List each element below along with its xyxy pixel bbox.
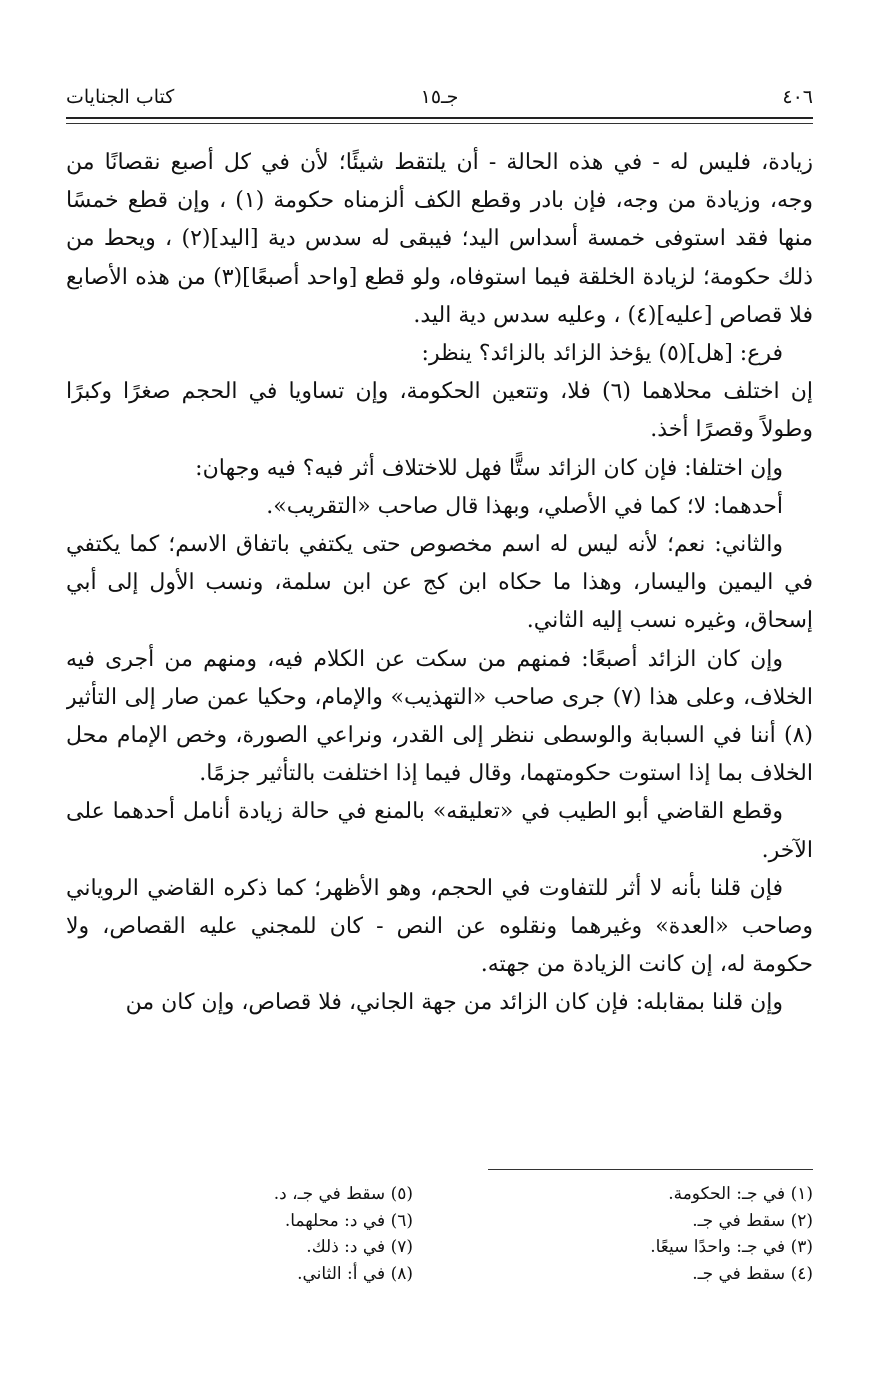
footnotes-left-column	[113, 1181, 413, 1287]
paragraph: وإن كان الزائد أصبعًا: فمنهم من سكت عن الكلام فيه، ومنهم من أجرى فيه الخلاف، وعلى هذا (٧) جرى صاحب «التهذيب» والإمام، وحكيا عمن صار إلى التأثير (٨) أننا في السبابة والوسطى ننظر إلى القدر، ونراعي الصورة، وخص الإمام محل الخلاف بما إذا استوت حكومتهما، وقال فيما إذا اختلفت بالتأثير جزمًا.	[66, 646, 813, 787]
footnote: (٨) في أ: الثاني.	[297, 1263, 413, 1284]
footnotes	[66, 1181, 813, 1321]
book-title: كتاب الجنايات	[66, 86, 175, 108]
footnote: (٥) سقط في جـ، د.	[273, 1184, 413, 1204]
footnote: (٣) في جـ: واحدًا سيعًا.	[650, 1237, 813, 1257]
main-text	[66, 144, 813, 1144]
header-rule-thin	[66, 123, 813, 124]
paragraph: والثاني: نعم؛ لأنه ليس له اسم مخصوص حتى يكتفي باتفاق الاسم؛ كما يكتفي في اليمين واليسار، وهذا ما حكاه ابن كج عن ابن سلمة، ونسب الأول إلى أبي إسحاق، وغيره نسب إليه الثاني.	[66, 532, 813, 634]
footnote: (١) في جـ: الحكومة.	[668, 1184, 813, 1204]
paragraph: أحدهما: لا؛ كما في الأصلي، وبهذا قال صاحب «التقريب».	[266, 493, 783, 519]
footnote-separator	[488, 1169, 813, 1170]
paragraph: فإن قلنا بأنه لا أثر للتفاوت في الحجم، وهو الأظهر؛ كما ذكره القاضي الروياني وصاحب «العدة» وغيرهما ونقلوه عن النص - كان للمجني عليه القصاص، ولا حكومة له، إن كانت الزيادة من جهته.	[66, 875, 813, 978]
paragraph: وقطع القاضي أبو الطيب في «تعليقه» بالمنع في حالة زيادة أنامل أحدهما على الآخر.	[66, 799, 813, 863]
running-header	[66, 82, 813, 116]
footnotes-right-column	[513, 1181, 813, 1287]
paragraph: زيادة، فليس له - في هذه الحالة - أن يلتقط شيئًا؛ لأن في كل أصبع نقصانًا من وجه، وزيادة من وجه، فإن بادر وقطع الكف ألزمناه حكومة (١) ، وإن قطع خمسًا منها فقد استوفى خمسة أسداس اليد؛ فيبقى له سدس دية [اليد](٢) ، ويحط من ذلك حكومة؛ لزيادة الخلقة فيما استوفاه، ولو قطع [واحد أصبعًا](٣) من هذه الأصابع فلا قصاص [عليه](٤) ، وعليه سدس دية اليد.	[66, 150, 813, 328]
footnote: (٦) في د: محلهما.	[284, 1210, 413, 1231]
page-number: ٤٠٦	[782, 86, 813, 108]
paragraph: وإن قلنا بمقابله: فإن كان الزائد من جهة الجاني، فلا قصاص، وإن كان من	[125, 990, 783, 1016]
paragraph: وإن اختلفا: فإن كان الزائد ستًّا فهل للاختلاف أثر فيه؟ فيه وجهان:	[195, 455, 783, 481]
paragraph: فرع: [هل](٥) يؤخذ الزائد بالزائد؟ ينظر:	[421, 341, 783, 367]
footnote: (٢) سقط في جـ.	[692, 1210, 813, 1231]
volume-label: جـ١٥	[420, 86, 459, 108]
header-rule-thick	[66, 117, 813, 119]
paragraph: إن اختلف محلاهما (٦) فلا، وتتعين الحكومة، وإن تساويا في الحجم صغرًا وكبرًا وطولاً وقصرًا أخذ.	[66, 379, 813, 443]
footnote: (٤) سقط في جـ.	[692, 1263, 813, 1284]
footnote: (٧) في د: ذلك.	[306, 1237, 413, 1257]
